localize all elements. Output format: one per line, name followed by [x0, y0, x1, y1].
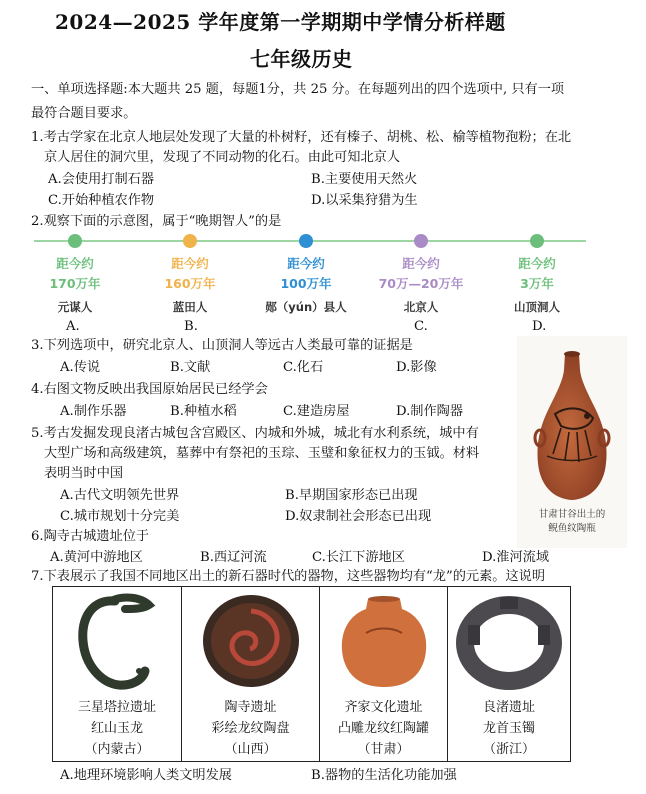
- page-subtitle: 七年级历史: [250, 47, 353, 71]
- q1-option-d[interactable]: D.以采集狩猎为生: [311, 193, 418, 208]
- table-cell-liangzhu: [447, 587, 570, 761]
- q4-option-b[interactable]: B.种植水稻: [170, 404, 237, 419]
- q5-stem-line3: 表明当时中国: [44, 466, 124, 481]
- q3-stem: 3.下列选项中，研究北京人、山顶洞人等远古人类最可靠的证据是: [31, 338, 413, 353]
- timeline-dot-beijing: [414, 234, 428, 248]
- timeline-age-4: 70万—20万年: [378, 276, 464, 291]
- cell1-site: 三星塔拉遗址: [77, 700, 156, 715]
- cell4-item: 龙首玉镯: [482, 721, 535, 736]
- cell4-region: （浙江）: [482, 742, 535, 757]
- q2-option-c[interactable]: C.: [414, 319, 428, 334]
- q4-option-c[interactable]: C.建造房屋: [283, 404, 350, 419]
- cell1-region: （内蒙古）: [84, 742, 150, 757]
- q1-stem-line1: 1.考古学家在北京人地层处发现了大量的朴树籽，还有榛子、胡桃、松、榆等植物孢粉；在北: [31, 130, 572, 145]
- vase-caption-line1: 甘肃甘谷出土的: [538, 509, 606, 520]
- q5-stem-line1: 5.考古发掘发现良渚古城包含宫殿区、内城和外城，城北有水利系统，城中有: [31, 426, 479, 441]
- q2-option-d[interactable]: D.: [532, 319, 547, 334]
- q5-option-a[interactable]: A.古代文明领先世界: [60, 488, 180, 503]
- q4-stem: 4.右图文物反映出我国原始居民已经学会: [31, 382, 268, 397]
- vase-caption: [517, 508, 627, 536]
- timeline-site-5: 山顶洞人: [514, 300, 560, 314]
- timeline-prefix-5: 距今约: [518, 256, 556, 271]
- q1-option-c[interactable]: C.开始种植农作物: [48, 193, 155, 208]
- q5-option-b[interactable]: B.早期国家形态已出现: [285, 488, 418, 503]
- q6-option-c[interactable]: C.长江下游地区: [312, 550, 405, 565]
- q3-option-d[interactable]: D.影像: [396, 360, 437, 375]
- jade-bracelet-image: [448, 587, 571, 695]
- q1-option-a[interactable]: A.会使用打制石器: [48, 172, 155, 187]
- q7-stem: 7.下表展示了我国不同地区出土的新石器时代的器物，这些器物均有“龙”的元素。这说明: [31, 569, 545, 584]
- timeline-prefix-3: 距今约: [287, 256, 325, 271]
- timeline-dot-shandingdong: [530, 234, 544, 248]
- cell1-item: 红山玉龙: [90, 721, 143, 736]
- q1-stem-line2: 京人居住的洞穴里，发现了不同动物的化石。由此可知北京人: [44, 150, 401, 165]
- cell2-item: 彩绘龙纹陶盘: [211, 721, 290, 736]
- cell2-region: （山西）: [224, 742, 277, 757]
- timeline-prefix-1: 距今约: [56, 256, 94, 271]
- table-cell-qijia: [319, 587, 447, 761]
- q7-option-b[interactable]: B.器物的生活化功能加强: [311, 768, 457, 783]
- q6-option-a[interactable]: A.黄河中游地区: [50, 550, 143, 565]
- timeline-dot-yuanmou: [68, 234, 82, 248]
- timeline-site-3: 郧（yún）县人: [265, 300, 347, 314]
- q5-option-c[interactable]: C.城市规划十分完美: [60, 509, 180, 524]
- q2-stem: 2.观察下面的示意图，属于“晚期智人”的是: [31, 214, 282, 229]
- cell3-region: （甘肃）: [357, 742, 410, 757]
- q5-option-d[interactable]: D.奴隶制社会形态已出现: [285, 509, 432, 524]
- q4-option-d[interactable]: D.制作陶器: [396, 404, 464, 419]
- q4-option-a[interactable]: A.制作乐器: [60, 404, 127, 419]
- timeline-age-5: 3万年: [520, 276, 554, 291]
- q3-option-c[interactable]: C.化石: [283, 360, 324, 375]
- vase-illustration: [517, 336, 627, 511]
- vase-caption-line2: 鲵鱼纹陶瓶: [548, 523, 596, 534]
- timeline-site-2: 蓝田人: [172, 300, 208, 314]
- cell3-site: 齐家文化遗址: [344, 700, 423, 715]
- timeline-age-2: 160万年: [164, 276, 216, 291]
- cell2-site: 陶寺遗址: [224, 700, 277, 715]
- q1-option-b[interactable]: B.主要使用天然火: [311, 172, 418, 187]
- section-intro-line1: 一、单项选择题:本大题共 25 题，每题1分，共 25 分。在每题列出的四个选项中, 只有一项: [31, 82, 565, 97]
- q6-option-d[interactable]: D.淮河流域: [482, 550, 550, 565]
- q6-option-b[interactable]: B.西辽河流: [200, 550, 267, 565]
- q2-option-b[interactable]: B.: [184, 319, 198, 334]
- painted-plate-image: [182, 587, 320, 695]
- timeline-age-3: 100万年: [280, 276, 332, 291]
- timeline-prefix-2: 距今约: [171, 256, 209, 271]
- q2-option-a[interactable]: A.: [66, 319, 80, 334]
- cell4-site: 良渚遗址: [482, 700, 535, 715]
- timeline-site-1: 元谋人: [57, 300, 93, 314]
- q3-option-a[interactable]: A.传说: [60, 360, 101, 375]
- cell3-item: 凸雕龙纹红陶罐: [337, 721, 429, 736]
- section-intro-line2: 最符合题目要求。: [31, 106, 137, 121]
- timeline-age-1: 170万年: [49, 276, 101, 291]
- q6-stem: 6.陶寺古城遗址位于: [31, 529, 150, 544]
- page-title: 2024—2025 学年度第一学期期中学情分析样题: [55, 10, 506, 34]
- q5-stem-line2: 大型广场和高级建筑，墓葬中有祭祀的玉琮、玉璧和象征权力的玉钺。材料: [44, 446, 480, 461]
- q7-artifact-table: [52, 586, 571, 762]
- jade-dragon-image: [53, 587, 181, 695]
- q7-option-a[interactable]: A.地理环境影响人类文明发展: [60, 768, 232, 783]
- timeline-dot-lantian: [183, 234, 197, 248]
- q3-option-b[interactable]: B.文献: [170, 360, 211, 375]
- timeline-prefix-4: 距今约: [402, 256, 440, 271]
- table-cell-taosi: [181, 587, 319, 761]
- red-pottery-jar-image: [320, 587, 448, 695]
- timeline-dot-yunxian: [299, 234, 313, 248]
- table-cell-hongshan: [53, 587, 181, 761]
- timeline-site-4: 北京人: [403, 300, 439, 314]
